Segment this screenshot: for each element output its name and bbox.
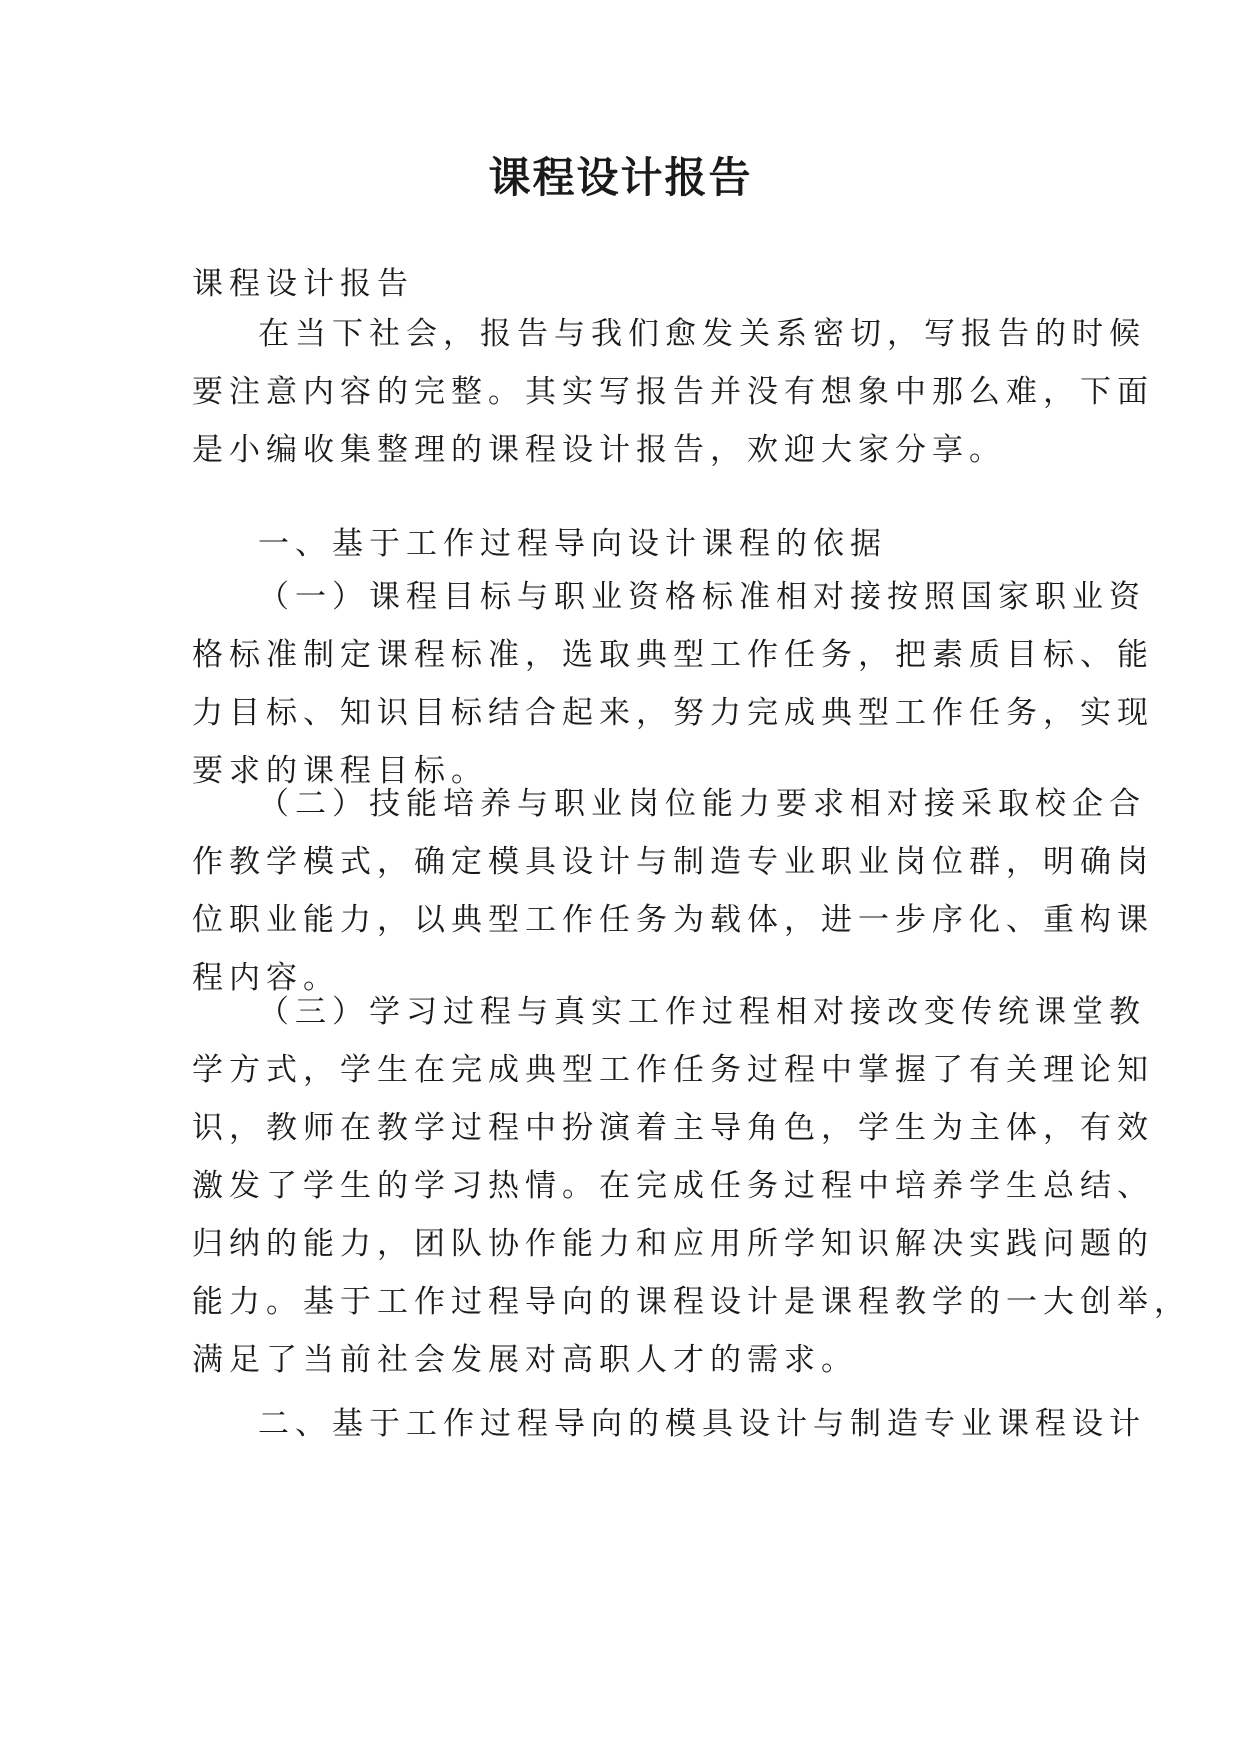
paragraph-line: （三）学习过程与真实工作过程相对接改变传统课堂教 bbox=[258, 994, 1146, 1030]
paragraph-3 bbox=[192, 983, 1191, 1389]
paragraph-line: 归纳的能力，团队协作能力和应用所学知识解决实践问题的 bbox=[192, 1226, 1154, 1262]
section-1-heading bbox=[192, 515, 1072, 573]
paragraph-2 bbox=[192, 775, 1154, 1007]
paragraph-line: 格标准制定课程标准，选取典型工作任务，把素质目标、能 bbox=[192, 637, 1154, 673]
paragraph-line: （二）技能培养与职业岗位能力要求相对接采取校企合 bbox=[258, 786, 1146, 822]
paragraph-line: 位职业能力，以典型工作任务为载体，进一步序化、重构课 bbox=[192, 902, 1154, 938]
paragraph-line: 学方式，学生在完成典型工作任务过程中掌握了有关理论知 bbox=[192, 1052, 1154, 1088]
intro-line: 要注意内容的完整。其实写报告并没有想象中那么难，下面 bbox=[192, 374, 1154, 410]
paragraph-line: 满足了当前社会发展对高职人才的需求。 bbox=[192, 1342, 858, 1378]
paragraph-line: 作教学模式，确定模具设计与制造专业职业岗位群，明确岗 bbox=[192, 844, 1154, 880]
intro-line: 是小编收集整理的课程设计报告，欢迎大家分享。 bbox=[192, 432, 1006, 468]
paragraph-line: 程内容。 bbox=[192, 960, 340, 996]
intro-line: 在当下社会，报告与我们愈发关系密切，写报告的时候 bbox=[258, 316, 1146, 352]
paragraph-1 bbox=[192, 568, 1154, 800]
section-2-heading bbox=[192, 1395, 1146, 1453]
paragraph-line: （一）课程目标与职业资格标准相对接按照国家职业资 bbox=[258, 579, 1146, 615]
subtitle-line: 课程设计报告 bbox=[192, 266, 414, 302]
paragraph-line: 识，教师在教学过程中扮演着主导角色，学生为主体，有效 bbox=[192, 1110, 1154, 1146]
paragraph-line: 激发了学生的学习热情。在完成任务过程中培养学生总结、 bbox=[192, 1168, 1154, 1204]
paragraph-line: 力目标、知识目标结合起来，努力完成典型工作任务，实现 bbox=[192, 695, 1154, 731]
paragraph-line: 能力。基于工作过程导向的课程设计是课程教学的一大创举， bbox=[192, 1284, 1191, 1320]
document-title: 课程设计报告 bbox=[488, 153, 753, 202]
section-heading-line: 二、基于工作过程导向的模具设计与制造专业课程设计 bbox=[258, 1406, 1146, 1442]
intro-paragraph bbox=[192, 305, 1154, 479]
paragraph-line: 要求的课程目标。 bbox=[192, 753, 488, 789]
section-heading-line: 一、基于工作过程导向设计课程的依据 bbox=[258, 526, 887, 562]
